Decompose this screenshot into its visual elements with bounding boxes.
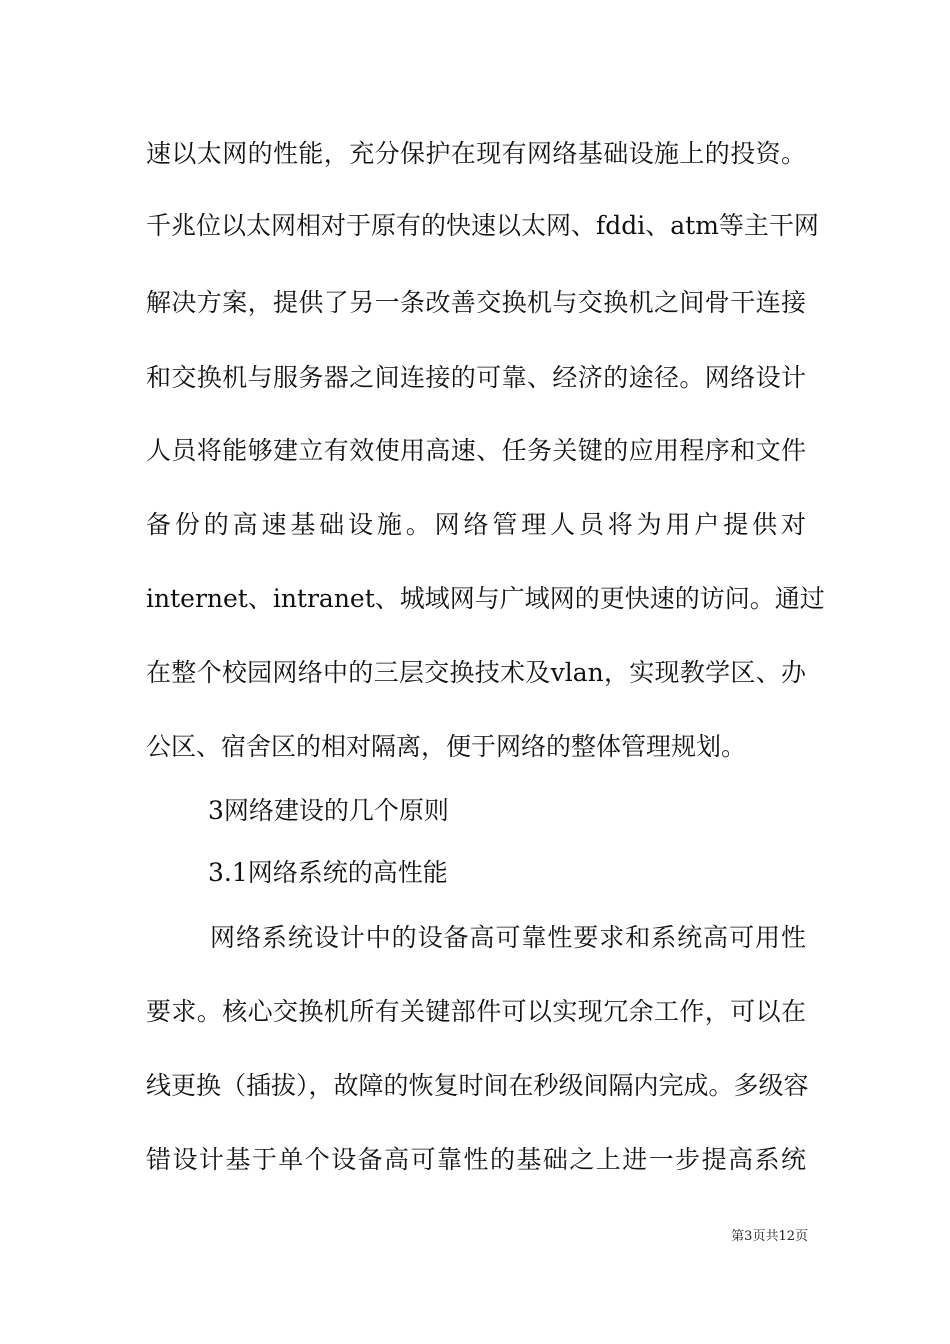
body-text-line: 备份的高速基础设施。网络管理人员将为用户提供对 (146, 510, 806, 539)
page-number-footer: 第3页共12页 (731, 1229, 808, 1244)
body-text-line: internet、intranet、城域网与广域网的更快速的访问。通过 (146, 584, 825, 613)
body-text-line: 速以太网的性能，充分保护在现有网络基础设施上的投资。 (146, 139, 806, 168)
body-text-line: 人员将能够建立有效使用高速、任务关键的应用程序和文件 (146, 436, 806, 465)
body-text-line: 网络系统设计中的设备高可靠性要求和系统高可用性 (210, 923, 806, 952)
body-text-line: 和交换机与服务器之间连接的可靠、经济的途径。网络设计 (146, 363, 806, 392)
body-text-line: 在整个校园网络中的三层交换技术及vlan，实现教学区、办 (146, 658, 806, 687)
section-heading: 3网络建设的几个原则 (208, 796, 449, 825)
subsection-heading: 3.1网络系统的高性能 (208, 858, 448, 887)
body-text-line: 千兆位以太网相对于原有的快速以太网、fddi、atm等主干网 (146, 211, 819, 240)
body-text-line: 公区、宿舍区的相对隔离，便于网络的整体管理规划。 (146, 732, 747, 761)
body-text-line: 要求。核心交换机所有关键部件可以实现冗余工作，可以在 (146, 997, 806, 1026)
body-text-line: 线更换（插拔），故障的恢复时间在秒级间隔内完成。多级容 (146, 1071, 809, 1100)
body-text-line: 错设计基于单个设备高可靠性的基础之上进一步提高系统 (146, 1145, 806, 1174)
body-text-line: 解决方案，提供了另一条改善交换机与交换机之间骨干连接 (146, 288, 806, 317)
